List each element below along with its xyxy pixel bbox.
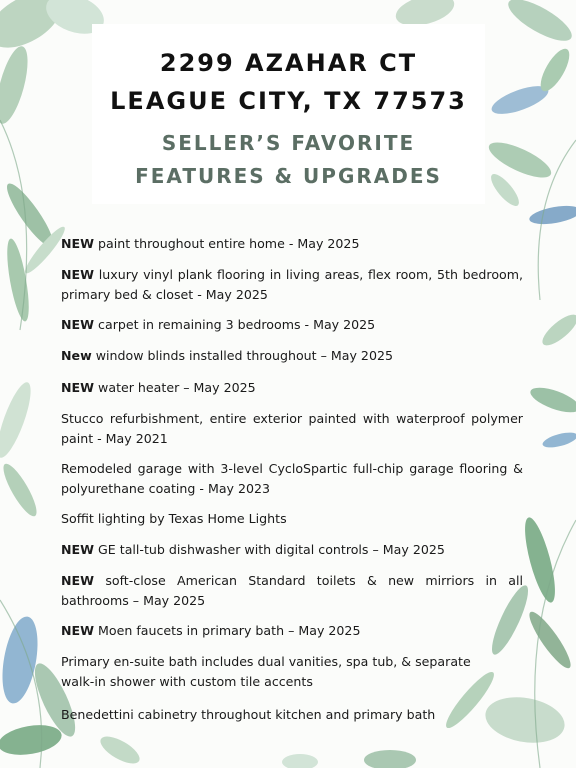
feature-item: NEW Moen faucets in primary bath – May 2025 (61, 623, 361, 638)
feature-item: NEW paint throughout entire home - May 2025 (61, 236, 360, 251)
feature-item: Soffit lighting by Texas Home Lights (61, 511, 287, 526)
feature-item: NEW luxury vinyl plank flooring in living areas, flex room, 5th bedroom, primary bed & closet - May 2025 (61, 267, 523, 302)
feature-item: Primary en-suite bath includes dual vanities, spa tub, & separate walk-in shower with custom tile accents (61, 654, 471, 689)
feature-item: Remodeled garage with 3-level CycloSpartic full-chip garage flooring & polyurethane coating - May 2023 (61, 461, 523, 496)
subtitle-line-2: FEATURES & UPGRADES (135, 164, 442, 188)
feature-item: NEW water heater – May 2025 (61, 380, 256, 395)
feature-item: NEW GE tall-tub dishwasher with digital controls – May 2025 (61, 542, 445, 557)
subtitle-line-1: SELLER’S FAVORITE (161, 131, 416, 155)
feature-item: NEW carpet in remaining 3 bedrooms - May 2025 (61, 317, 376, 332)
feature-item: Stucco refurbishment, entire exterior painted with waterproof polymer paint - May 2021 (61, 411, 523, 446)
feature-item: Benedettini cabinetry throughout kitchen and primary bath (61, 707, 436, 722)
address-line-2: LEAGUE CITY, TX 77573 (110, 87, 467, 115)
header-card (92, 24, 485, 204)
feature-item: New window blinds installed throughout – May 2025 (61, 348, 393, 363)
feature-item: NEW soft-close American Standard toilets & new mirriors in all bathrooms – May 2025 (61, 573, 523, 608)
address-line-1: 2299 AZAHAR CT (159, 49, 418, 77)
